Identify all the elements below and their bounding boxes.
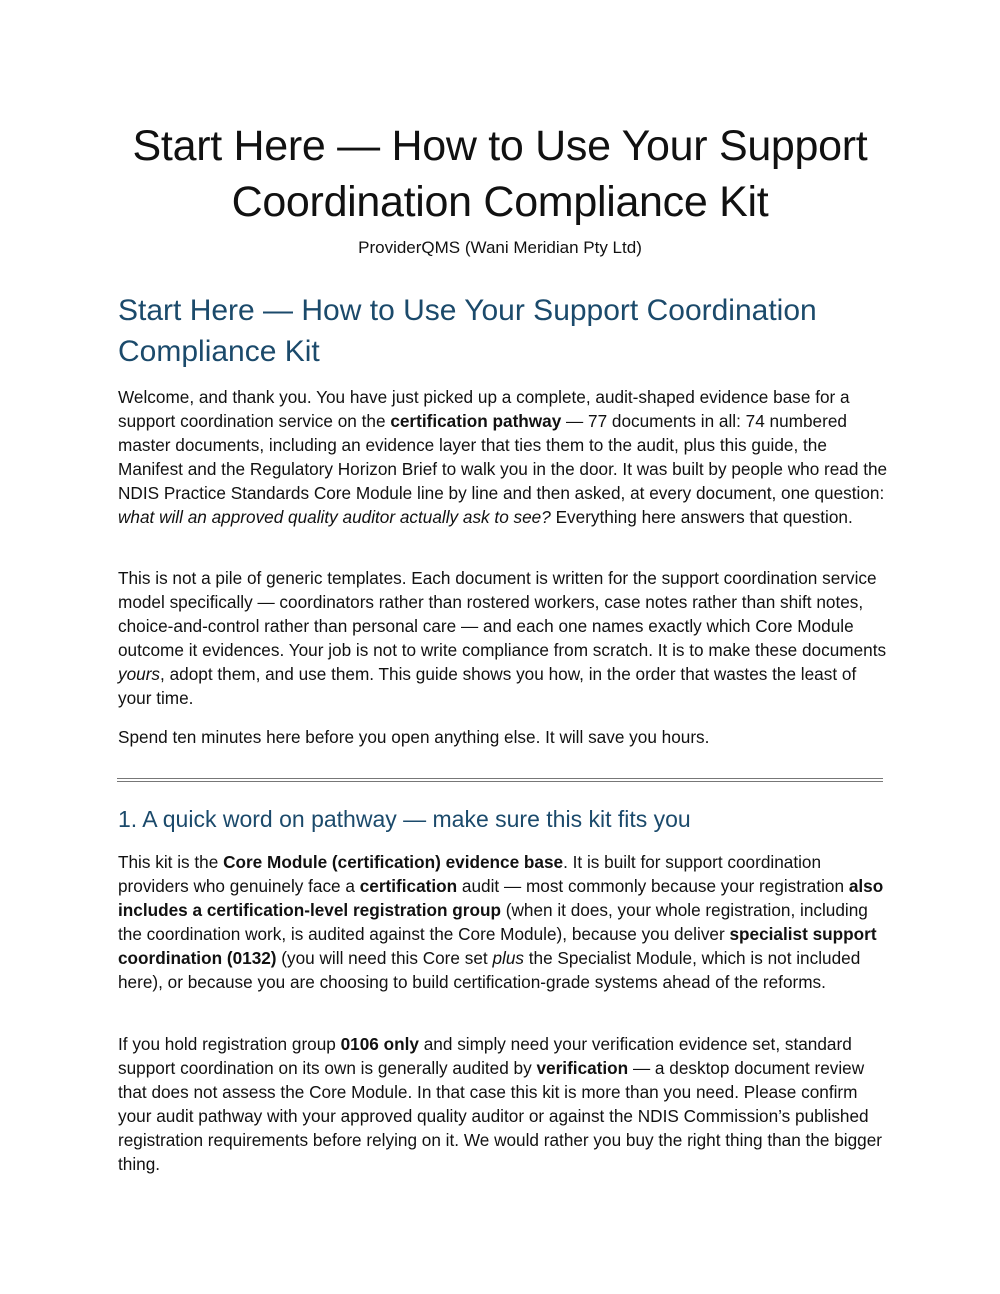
text-run: — 77 documents in all: 74 numbered master documents, including an evidence layer that ties them to the audit, plus this guide, the Manifest and the Regulatory Horizon Brief to walk you in the door. It was built by people who read the NDIS Practice Standards Core Module line by line and then asked, at every document, one question: xyxy=(118,411,888,503)
section-heading-pathway: 1. A quick word on pathway — make sure this kit fits you xyxy=(118,806,691,832)
italic-run: plus xyxy=(492,948,524,968)
italic-run: yours xyxy=(118,664,161,684)
text-run: If you hold registration group xyxy=(118,1034,341,1054)
intro-paragraph-3: Spend ten minutes here before you open anything else. It will save you hours. xyxy=(118,727,710,747)
bold-run: specialist support coordination (0132) xyxy=(118,924,877,968)
text-run: (you will need this Core set xyxy=(276,948,493,968)
text-run: (when it does, your whole registration, including the coordination work, is audited against the Core Module), because you deliver xyxy=(118,900,868,944)
bold-run: certification pathway xyxy=(390,411,562,431)
document-subtitle: ProviderQMS (Wani Meridian Pty Ltd) xyxy=(358,238,642,257)
bold-run: certification xyxy=(359,876,458,896)
intro-paragraph-2 xyxy=(118,566,888,710)
text-run: This is not a pile of generic templates. Each document is written for the support coordination service model specifically — coordinators rather than rostered workers, case notes rather than shift notes, choice-and-control rather than personal care — and each one names exactly which Core Module outcome it evidences. Your job is not to write compliance from scratch. It is to make these documents xyxy=(118,568,887,660)
italic-run: what will an approved quality auditor actually ask to see? xyxy=(118,507,551,527)
text-run: and simply need your verification evidence set, standard support coordination on its own is generally audited by xyxy=(118,1034,852,1078)
bold-run: verification xyxy=(536,1058,629,1078)
text-run: — a desktop document review that does not assess the Core Module. In that case this kit is more than you need. Please confirm your audit pathway with your approved quality auditor or against the NDIS Commission’s published registration requirements before relying on it. We would rather you buy the right thing than the bigger thing. xyxy=(118,1058,883,1174)
pathway-paragraph-2 xyxy=(118,1032,888,1176)
section-heading-start-here: Start Here — How to Use Your Support Coordination Compliance Kit xyxy=(118,294,817,368)
text-run: This kit is the xyxy=(118,852,224,872)
text-run: . It is built for support coordination providers who genuinely face a xyxy=(118,852,822,896)
section-divider xyxy=(117,778,883,782)
text-run: audit — most commonly because your registration xyxy=(457,876,849,896)
bold-run: Core Module (certification) evidence base xyxy=(223,852,564,872)
bold-run: 0106 only xyxy=(340,1034,419,1054)
text-run: , adopt them, and use them. This guide shows you how, in the order that wastes the least of your time. xyxy=(118,664,857,708)
text-run: Everything here answers that question. xyxy=(550,507,853,527)
text-run: Welcome, and thank you. You have just picked up a complete, audit-shaped evidence base for a support coordination service on the xyxy=(118,387,850,431)
text-run: the Specialist Module, which is not included here), or because you are choosing to build certification-grade systems ahead of the reforms. xyxy=(118,948,861,992)
intro-paragraph-1 xyxy=(118,385,888,529)
bold-run: also includes a certification-level registration group xyxy=(118,876,884,920)
pathway-paragraph-1 xyxy=(118,850,888,994)
document-title: Start Here — How to Use Your Support Coordination Compliance Kit xyxy=(132,122,868,226)
